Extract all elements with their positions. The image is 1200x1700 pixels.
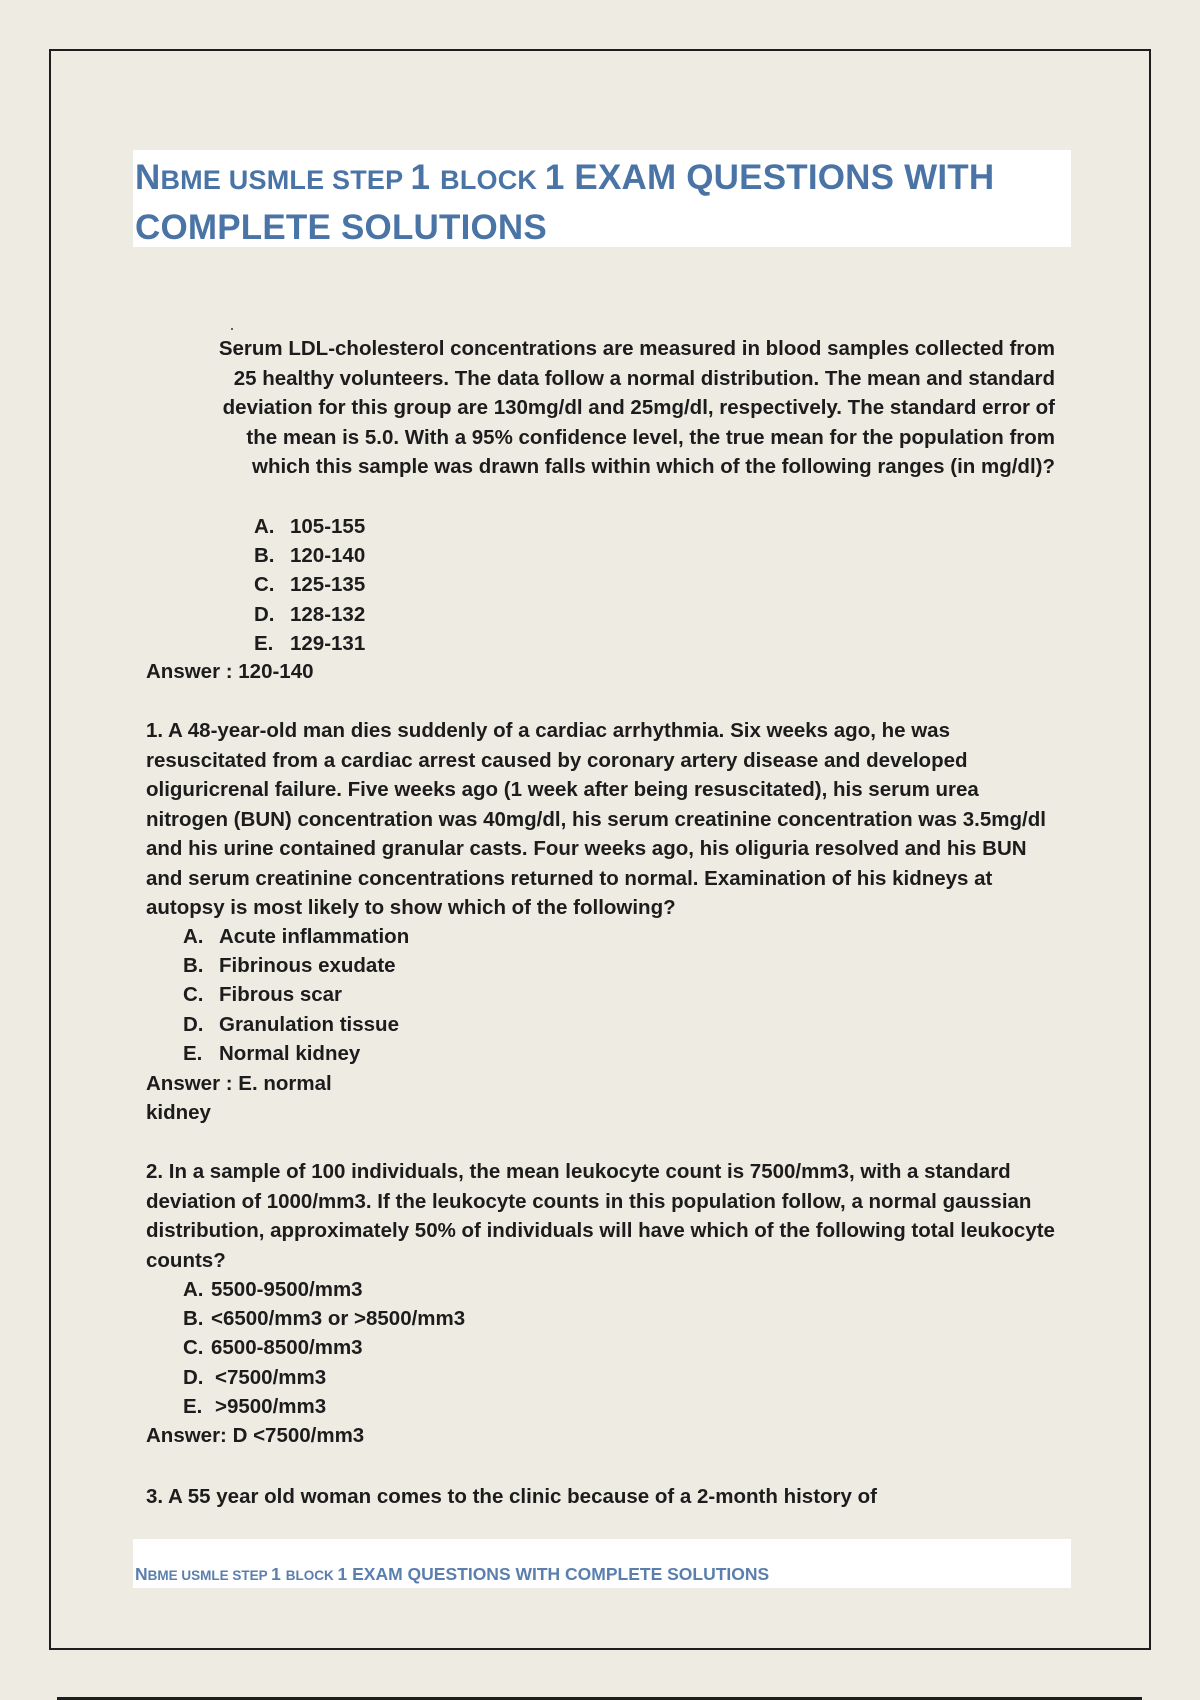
- option-text: 129-131: [290, 631, 366, 655]
- option-text: >9500/mm3: [215, 1394, 327, 1418]
- option-item: [254, 600, 365, 629]
- option-text: <7500/mm3: [215, 1365, 327, 1389]
- option-text: Fibrous scar: [219, 983, 343, 1007]
- stray-dot: [231, 328, 233, 330]
- option-text: 128-132: [290, 602, 366, 626]
- option-item: [254, 570, 365, 599]
- option-item: [254, 512, 365, 541]
- option-text: Granulation tissue: [219, 1012, 399, 1036]
- answer-line: Answer: D <7500/mm3: [146, 1424, 365, 1447]
- footer-part: 1 EXAM QUESTIONS WITH COMPLETE SOLUTIONS: [337, 1564, 770, 1584]
- question-stem: 3. A 55 year old woman comes to the clinic because of a 2-month history of: [146, 1485, 877, 1508]
- title-part: 1 EXAM QUESTIONS WITH COMPLETE SOLUTIONS: [135, 158, 995, 247]
- option-item: [183, 1304, 465, 1333]
- option-letter: B.: [183, 954, 204, 978]
- option-letter: C.: [183, 983, 204, 1007]
- title-part: BME USMLE STEP: [160, 165, 411, 195]
- title-part: 1: [410, 158, 441, 197]
- option-list: [254, 512, 365, 658]
- option-letter: A.: [183, 1278, 204, 1301]
- page-title: [135, 154, 1065, 252]
- option-list: [183, 1275, 465, 1421]
- option-text: 120-140: [290, 544, 366, 568]
- title-part: N: [135, 158, 161, 197]
- option-text: Acute inflammation: [219, 925, 410, 948]
- option-item: [254, 629, 365, 658]
- option-text: <6500/mm3 or >8500/mm3: [211, 1307, 466, 1331]
- answer-line: Answer : E. normal: [146, 1072, 332, 1095]
- footer-part: BME USMLE STEP: [147, 1568, 272, 1583]
- option-item: [183, 951, 409, 980]
- option-letter: E.: [183, 1041, 203, 1065]
- option-letter: B.: [183, 1307, 204, 1331]
- footer-part: N: [135, 1564, 148, 1584]
- option-item: [183, 922, 409, 951]
- option-letter: A.: [183, 925, 204, 948]
- option-text: 105-155: [290, 515, 366, 538]
- option-item: [183, 1010, 409, 1039]
- option-letter: D.: [254, 602, 275, 626]
- option-letter: D.: [183, 1365, 204, 1389]
- option-item: [183, 1363, 465, 1392]
- answer-line: Answer : 120-140: [146, 660, 314, 683]
- page-footer: [135, 1564, 769, 1586]
- option-item: [254, 541, 365, 570]
- option-letter: E.: [254, 631, 274, 655]
- answer-line-continued: kidney: [146, 1101, 211, 1124]
- footer-part: BLOCK: [285, 1568, 338, 1583]
- option-letter: C.: [254, 573, 275, 597]
- option-letter: B.: [254, 544, 275, 568]
- option-list: [183, 922, 409, 1068]
- option-letter: E.: [183, 1394, 203, 1418]
- option-item: [183, 1275, 465, 1304]
- question-stem: Serum LDL-cholesterol concentrations are measured in blood samples collected from 25 healthy volunteers. The data follow a normal distribution. The mean and standard deviation for this group are 130mg/dl and 25mg/dl, respectively. The standard error of the mean is 5.0. With a 95% confidence level, the true mean for the population from which this sample was drawn falls within which of the following ranges (in mg/dl)?: [218, 337, 1055, 478]
- option-text: Normal kidney: [219, 1041, 361, 1065]
- option-letter: D.: [183, 1012, 204, 1036]
- option-letter: C.: [183, 1336, 204, 1360]
- option-letter: A.: [254, 515, 275, 538]
- option-text: 6500-8500/mm3: [211, 1336, 363, 1360]
- option-item: [183, 980, 409, 1009]
- option-item: [183, 1039, 409, 1068]
- question-stem: 1. A 48-year-old man dies suddenly of a cardiac arrhythmia. Six weeks ago, he was resuscitated from a cardiac arrest caused by coronary artery disease and developed oliguricrenal failure. Five weeks ago (1 week after being resuscitated), his serum urea nitrogen (BUN) concentration was 40mg/dl, his serum creatinine concentration was 3.5mg/dl and his urine contained granular casts. Four weeks ago, his oliguria resolved and his BUN and serum creatinine concentrations returned to normal. Examination of his kidneys at autopsy is most likely to show which of the following?: [146, 719, 1046, 919]
- footer-part: 1: [271, 1564, 286, 1584]
- option-item: [183, 1392, 465, 1421]
- option-text: Fibrinous exudate: [219, 954, 396, 978]
- option-text: 125-135: [290, 573, 366, 597]
- question-stem: 2. In a sample of 100 individuals, the mean leukocyte count is 7500/mm3, with a standard deviation of 1000/mm3. If the leukocyte counts in this population follow, a normal gaussian distribution, approximately 50% of individuals will have which of the following total leukocyte counts?: [146, 1160, 1055, 1272]
- title-part: BLOCK: [440, 165, 545, 195]
- option-text: 5500-9500/mm3: [211, 1278, 363, 1301]
- option-item: [183, 1333, 465, 1362]
